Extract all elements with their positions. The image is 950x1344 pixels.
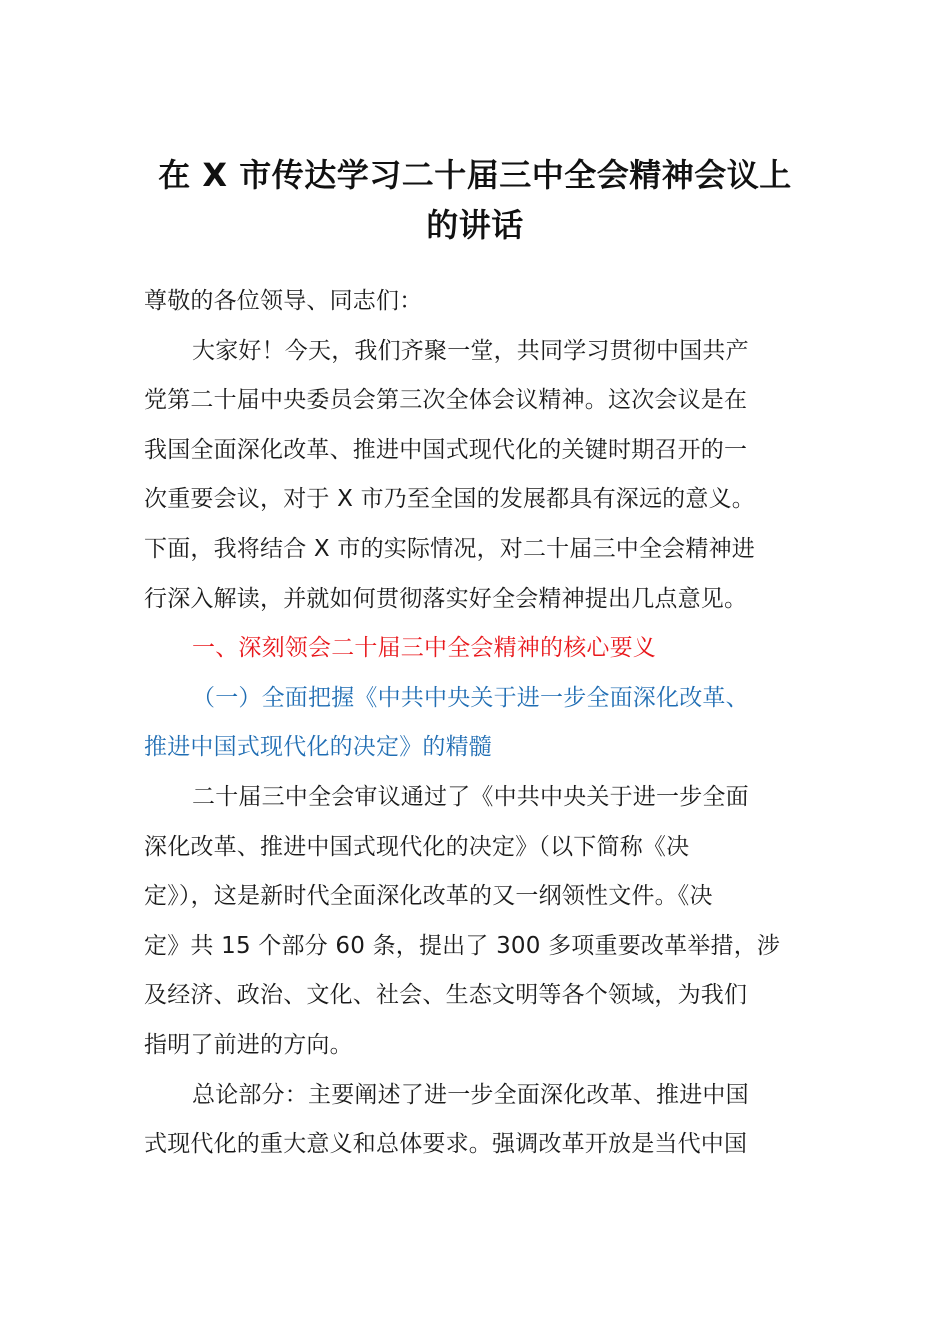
paragraph-line: 我国全面深化改革、推进中国式现代化的关键时期召开的一	[144, 436, 748, 463]
salutation: 尊敬的各位领导、同志们：	[144, 288, 423, 314]
document-body	[144, 277, 810, 1170]
paragraph-line: 二十届三中全会审议通过了《中共中央关于进一步全面	[192, 783, 749, 810]
paragraph-line: 定》共 15 个部分 60 条，提出了 300 多项重要改革举措，涉	[144, 932, 781, 959]
paragraph-line: 大家好！今天，我们齐聚一堂，共同学习贯彻中国共产	[192, 337, 749, 364]
subsection-heading-line-2: 推进中国式现代化的决定》的精髓	[144, 734, 492, 761]
paragraph-line: 深化改革、推进中国式现代化的决定》（以下简称《决	[144, 833, 690, 860]
paragraph-line: 指明了前进的方向。	[144, 1031, 353, 1058]
paragraph-line: 行深入解读，并就如何贯彻落实好全会精神提出几点意见。	[144, 585, 748, 612]
title-line-1: 在 X 市传达学习二十届三中全会精神会议上	[158, 156, 792, 194]
paragraph-line: 总论部分：主要阐述了进一步全面深化改革、推进中国	[192, 1081, 749, 1108]
subsection-heading-line-1: （一）全面把握《中共中央关于进一步全面深化改革、	[192, 684, 749, 711]
paragraph-line: 及经济、政治、文化、社会、生态文明等各个领域，为我们	[144, 982, 748, 1009]
title-line-2: 的讲话	[426, 206, 524, 244]
paragraph-line: 式现代化的重大意义和总体要求。强调改革开放是当代中国	[144, 1131, 748, 1158]
paragraph-line: 次重要会议，对于 X 市乃至全国的发展都具有深远的意义。	[144, 486, 755, 513]
section-heading-1: 一、深刻领会二十届三中全会精神的核心要义	[192, 635, 656, 662]
paragraph-line: 定》），这是新时代全面深化改革的又一纲领性文件。《决	[144, 883, 713, 910]
document-title	[140, 150, 810, 250]
paragraph-line: 党第二十届中央委员会第三次全体会议精神。这次会议是在	[144, 387, 748, 414]
paragraph-line: 下面，我将结合 X 市的实际情况，对二十届三中全会精神进	[144, 535, 755, 562]
